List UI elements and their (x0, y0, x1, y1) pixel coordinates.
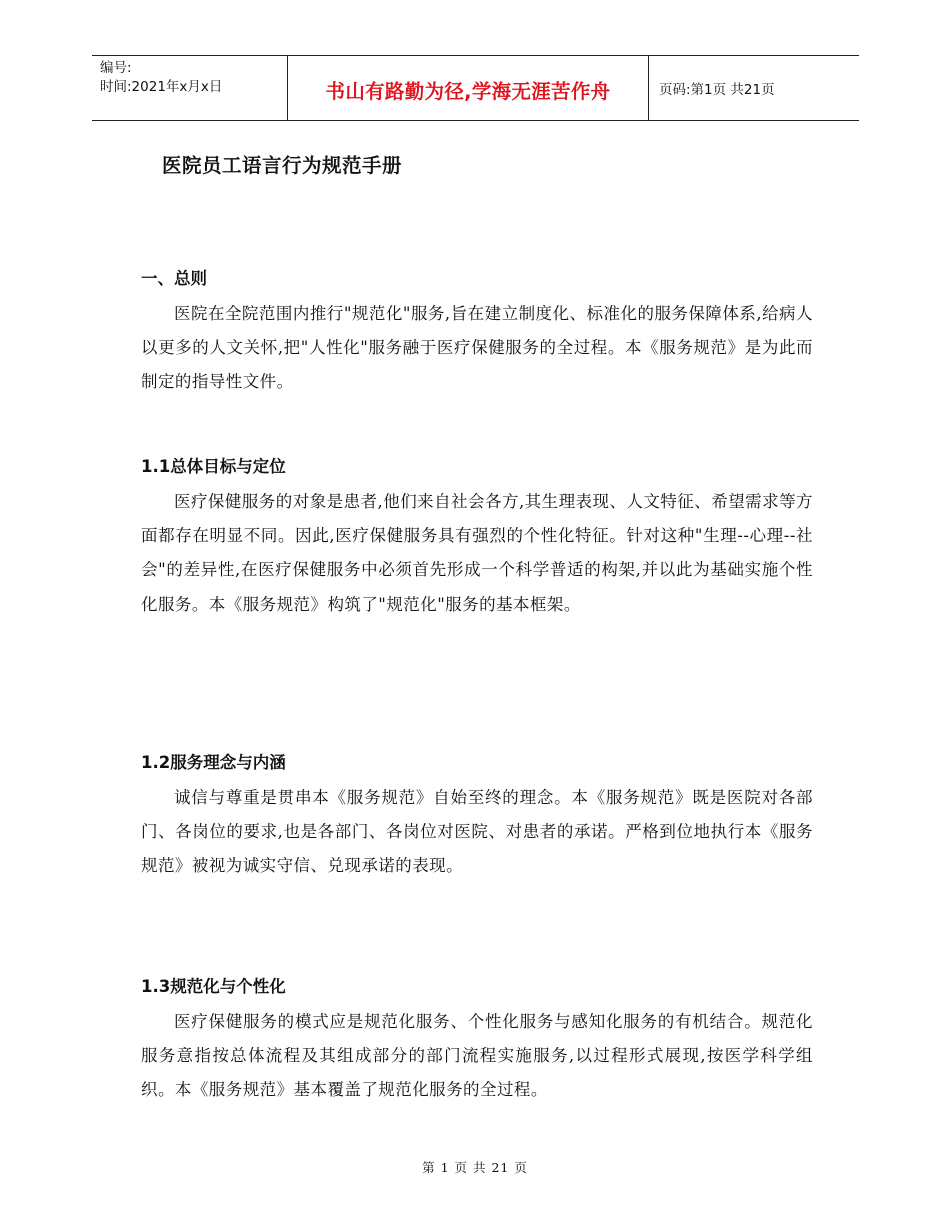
header-page-info: 页码:第1页 共21页 (659, 82, 775, 98)
page-footer: 第 1 页 共 21 页 (422, 1160, 528, 1175)
section-body-1-3: 医疗保健服务的模式应是规范化服务、个性化服务与感知化服务的有机结合。规范化服务意指按总体流程及其组成部分的部门流程实施服务,以过程形式展现,按医学科学组织。本《服务规范》基本覆盖了规范化服务的全过程。 (141, 1012, 813, 1100)
section-body-1-2: 诚信与尊重是贯串本《服务规范》自始至终的理念。本《服务规范》既是医院对各部门、各岗位的要求,也是各部门、各岗位对医院、对患者的承诺。严格到位地执行本《服务规范》被视为诚实守信、兑现承诺的表现。 (141, 788, 813, 876)
section-body-general: 医院在全院范围内推行"规范化"服务,旨在建立制度化、标准化的服务保障体系,给病人以更多的人文关怀,把"人性化"服务融于医疗保健服务的全过程。本《服务规范》是为此而制定的指导性文件。 (141, 304, 813, 392)
document-time-label: 时间:2021年x月x日 (100, 79, 223, 95)
header-motto: 书山有路勤为径,学海无涯苦作舟 (325, 80, 611, 103)
header-motto-cell (287, 56, 649, 120)
header-meta (92, 56, 287, 120)
page-header (92, 55, 859, 121)
document-number-label: 编号: (100, 60, 132, 76)
section-heading-1-2: 1.2服务理念与内涵 (141, 753, 286, 772)
section-heading-general: 一、总则 (141, 269, 207, 288)
section-body-1-1: 医疗保健服务的对象是患者,他们来自社会各方,其生理表现、人文特征、希望需求等方面都存在明显不同。因此,医疗保健服务具有强烈的个性化特征。针对这种"生理--心理--社会"的差异性,在医疗保健服务中必须首先形成一个科学普适的构架,并以此为基础实施个性化服务。本《服务规范》构筑了"规范化"服务的基本框架。 (141, 492, 813, 614)
section-heading-1-1: 1.1总体目标与定位 (141, 457, 286, 476)
document-title: 医院员工语言行为规范手册 (162, 154, 403, 177)
section-heading-1-3: 1.3规范化与个性化 (141, 977, 286, 996)
